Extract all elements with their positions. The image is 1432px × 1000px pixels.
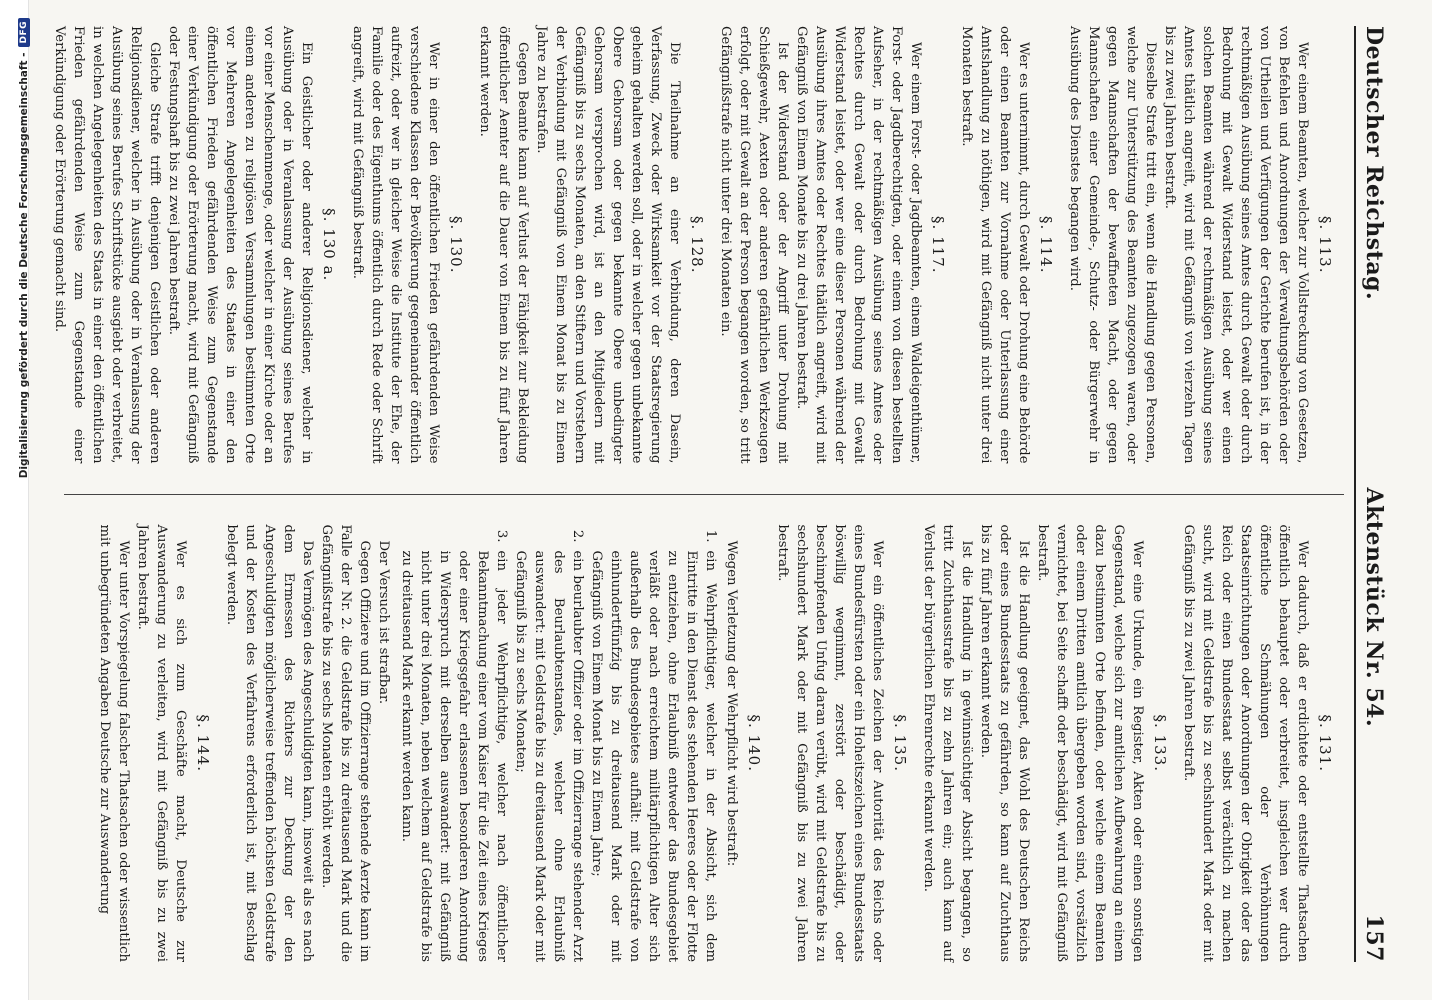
paragraph: Wer es unternimmt, durch Gewalt oder Drohung eine Behörde oder einen Beamten zur Vornahme oder Unterlassung einer Amtshandlung zu nöthigen, wird mit Gefängniß nicht unter drei Monaten bestraft. (959, 26, 1031, 464)
list-item-number: 2. (570, 529, 585, 543)
paragraph: Wer in einer den öffentlichen Frieden gefährdenden Weise verschiedene Klassen der Bevölkerung gegeneinander öffentlich aufreizt, oder wer in gleicher Weise die Institute der Ehe, der Familie oder des Eigenthums öffentlich durch Rede oder Schrift angreift, wird mit Gefängniß bestraft. (350, 26, 441, 464)
paragraph: Wer einem Beamten, welcher zur Vollstreckung von Gesetzen, von Befehlen und Anordnungen der Verwaltungsbehörden oder von Urtheilen und Verfügungen der Gerichte berufen ist, in der rechtmäßigen Ausübung seines Amtes durch Gewalt oder durch Bedrohung mit Gewalt Widerstand leistet, oder wer einen solchen Beamten während der rechtmäßigen Ausübung seines Amtes thätlich angreift, wird mit Gefängniß von vierzehn Tagen bis zu zwei Jahren bestraft. (1162, 26, 1310, 464)
header-center: Aktenstück Nr. 54. (1361, 487, 1387, 728)
paragraph: Wer dadurch, daß er erdichtete oder entstellte Thatsachen öffentlich behauptet oder verbreitet, insgleichen wer durch öffentliche Schmähungen oder Verhöhnungen Staatseinrichtungen oder Anordnungen der Obrigkeit oder das Reich oder einen Bundesstaat selbst verächtlich zu machen sucht, wird mit Geldstrafe bis zu sechshundert Mark oder mit Gefängniß bis zu zwei Jahren bestraft. (1181, 524, 1310, 962)
list-item-number: 1. (703, 529, 718, 543)
section-heading: §. 130. (447, 216, 465, 274)
section-heading: §. 130 a. (320, 208, 338, 282)
section-heading: §. 140. (745, 714, 763, 772)
credit-text-row (14, 10, 34, 990)
paragraph: Wegen Verletzung der Wehrpflicht wird bestraft: (724, 540, 739, 867)
credit-text: Digitalisierung gefördert durch die Deutsche Forschungsgemeinschaft - (18, 52, 30, 479)
section-heading: §. 114. (1037, 216, 1055, 274)
paragraph: Gegen Offiziere und im Offizierrange stehende Aerzte kann im Falle der Nr. 2. die Geldstrafe bis zu dreitausend Mark und die Gefängnißstrafe bis zu sechs Monaten erhöht werden. (319, 524, 372, 962)
header-left: Deutscher Reichstag. (1361, 26, 1387, 301)
page-number: 157 (1361, 914, 1387, 962)
paragraph: Das Vermögen des Angeschuldigten kann, insoweit als es nach dem Ermessen des Richters zur Deckung der den Angeschuldigten möglicherweise treffenden höchsten Geldstrafe und der Kosten des Verfahrens erforderlich ist, mit Beschlag belegt werden. (224, 524, 315, 962)
paragraph: Dieselbe Strafe tritt ein, wenn die Handlung gegen Personen, welche zur Unterstützung des Beamten zugezogen waren, oder gegen Mannschaften der bewaffneten Macht, oder gegen Mannschaften einer Gemeinde-, Schutz- oder Bürgerwehr in Ausübung des Dienstes begangen wird. (1067, 26, 1158, 464)
section-heading: §. 131. (1316, 714, 1334, 772)
paragraph: Ein Geistlicher oder anderer Religionsdiener, welcher in Ausübung oder in Veranlassung der Ausübung seines Berufes vor einer Menschenmenge, oder welcher in einer Kirche oder an einem anderen zu religiösen Versammlungen bestimmten Orte vor Mehreren Angelegenheiten des Staates in einer den öffentlichen Frieden gefährdenden Weise zum Gegenstande einer Verkündigung oder Erörterung macht, wird mit Gefängniß oder Festungshaft bis zu zwei Jahren bestraft. (166, 26, 314, 464)
paragraph: Ist die Handlung geeignet, das Wohl des Deutschen Reichs oder eines Bundesstaats zu gefährden, so kann auf Zuchthaus bis zu fünf Jahren erkannt werden. (978, 524, 1031, 962)
paragraph: Gegen Beamte kann auf Verlust der Fähigkeit zur Bekleidung öffentlicher Aemter auf die Dauer von Einem bis zu fünf Jahren erkannt werden. (477, 26, 530, 464)
paragraph: Ist die Handlung in gewinnsüchtiger Absicht begangen, so tritt Zuchthausstrafe bis zu zehn Jahren ein; auch kann auf Verlust der bürgerlichen Ehrenrechte erkannt werden. (921, 524, 974, 962)
column-divider (64, 494, 1344, 495)
paragraph: Der Versuch ist strafbar. (376, 540, 391, 705)
section-heading: §. 113. (1316, 216, 1334, 274)
paragraph: Wer ein öffentliches Zeichen der Autorität des Reichs oder eines Bundesfürsten oder ein Hoheitszeichen eines Bundesstaats böswillig wegnimmt, zerstört oder beschädigt, oder beschimpfenden Unfug daran verübt, wird mit Geldstrafe bis zu sechshundert Mark oder mit Gefängniß bis zu zwei Jahren bestraft. (775, 524, 885, 962)
rotated-page-content (35, 0, 1405, 1000)
paragraph: Wer eine Urkunde, ein Register, Akten oder einen sonstigen Gegenstand, welche sich zur amtlichen Aufbewahrung an einem dazu bestimmten Orte befinden, oder welche einem Beamten oder einem Dritten amtlich übergeben worden sind, vorsätzlich vernichtet, bei Seite schafft oder beschädigt, wird mit Gefängniß bestraft. (1035, 524, 1145, 962)
list-item-text: ein beurlaubter Offizier oder im Offizierrange stehender Arzt des Beurlaubtenstandes, welcher ohne Erlaubniß auswandert: mit Geldstrafe bis zu dreitausend Mark oder mit Gefängniß bis zu sechs Monaten; (513, 550, 585, 963)
paragraph: Wer es sich zum Geschäfte macht, Deutsche zur Auswanderung zu verleiten, wird mit Gefängniß bis zu zwei Jahren bestraft. (135, 524, 188, 962)
list-item-text: ein Wehrpflichtiger, welcher in der Absicht, sich dem Eintritte in den Dienst des stehenden Heeres oder der Flotte zu entziehen, ohne Erlaubniß entweder das Bundesgebiet verläßt oder nach erreichtem militärpflichtigen Alter sich außerhalb des Bundesgebietes aufhält: mit Geldstrafe von einhundertfünfzig bis zu dreitausend Mark oder mit Gefängniß von Einem Monat bis zu Einem Jahre; (589, 550, 718, 962)
list-item (587, 525, 720, 963)
paragraph: Gleiche Strafe trifft denjenigen Geistlichen oder anderen Religionsdiener, welcher in Ausübung oder in Veranlassung der Ausübung seines Berufes Schriftstücke ausgiebt oder verbreitet, in welchen Angelegenheiten des Staats in einer den öffentlichen Frieden gefährdenden Weise zum Gegenstande einer Verkündigung oder Erörterung gemacht sind. (52, 26, 162, 464)
numbered-list (397, 525, 720, 963)
paragraph: Wer unter Vorspiegelung falscher Thatsachen oder wissentlich mit unbegründeten Angaben Deutsche zur Auswanderung (97, 524, 131, 962)
section-heading: §. 133. (1151, 714, 1169, 772)
section-heading: §. 144. (194, 714, 212, 772)
credit-strip (0, 0, 29, 1000)
paragraph: Wer einem Forst- oder Jagdbeamten, einem Waldeigenthümer, Forst- oder Jagdberechtigten, oder einem von diesen bestellten Aufseher, in der rechtmäßigen Ausübung seines Amtes oder Rechtes durch Gewalt oder durch Bedrohung mit Gewalt Widerstand leistet, oder wer eine dieser Personen während der Ausübung ihres Amtes oder Rechtes thätlich angreift, wird mit Gefängniß von Einem Monate bis zu drei Jahren bestraft. (794, 26, 923, 464)
left-column (52, 26, 1344, 464)
right-column (64, 525, 1344, 963)
dfg-logo-icon: DFG (18, 18, 30, 47)
section-heading: §. 135. (891, 714, 909, 772)
section-heading: §. 117. (929, 216, 947, 274)
list-item-number: 3. (494, 529, 509, 543)
section-heading: §. 128. (688, 216, 706, 274)
text-columns (52, 26, 1344, 963)
paragraph: Ist der Widerstand oder der Angriff unter Drohung mit Schießgewehr, Aexten oder anderen gefährlichen Werkzeugen erfolgt, oder mit Gewalt an der Person begangen worden, so tritt Gefängnißstrafe nicht unter drei Monaten ein. (718, 26, 790, 464)
page-header (1354, 26, 1387, 962)
list-item (397, 525, 511, 963)
paragraph: Die Theilnahme an einer Verbindung, deren Dasein, Verfassung, Zweck oder Wirksamkeit vor der Staatsregierung geheim gehalten werden soll, oder in welcher gegen unbekannte Obere Gehorsam oder gegen bekannte Obere unbedingter Gehorsam versprochen wird, ist an den Mitgliedern mit Gefängniß bis zu sechs Monaten, an den Stiftern und Vorstehern der Verbindung mit Gefängniß von Einem Monat bis zu Einem Jahre zu bestrafen. (534, 26, 682, 464)
list-item (511, 525, 587, 963)
list-item-text: ein jeder Wehrpflichtige, welcher nach öffentlicher Bekanntmachung einer vom Kaiser für die Zeit eines Krieges oder einer Kriegsgefahr erlassenen besonderen Anordnung in Widerspruch mit derselben auswandert: mit Gefängniß nicht unter drei Monaten, neben welchem auf Geldstrafe bis zu dreitausend Mark erkannt werden kann. (399, 550, 509, 962)
